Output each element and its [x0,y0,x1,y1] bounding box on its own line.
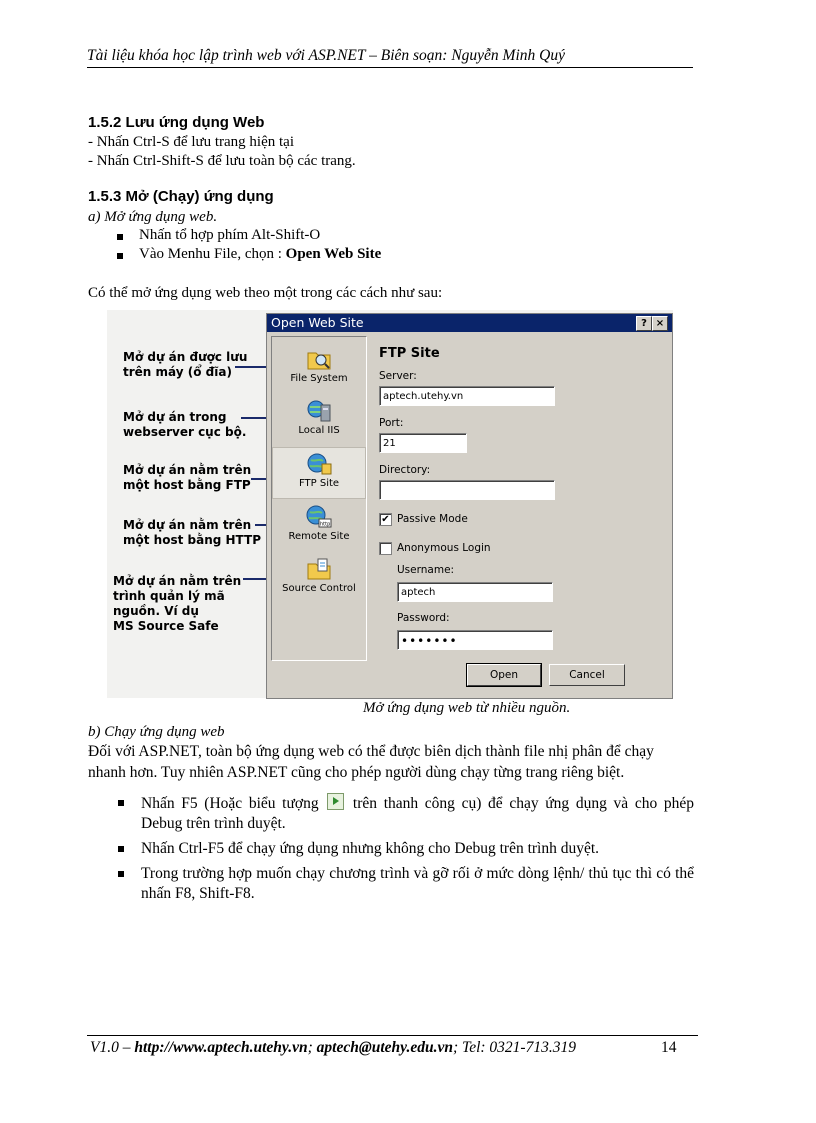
password-input[interactable]: ••••••• [397,630,553,650]
open-web-site-figure [107,310,673,698]
anonymous-login-label: Anonymous Login [397,542,491,554]
section-1-5-2-title: 1.5.2 Lưu ứng dụng Web [88,114,265,131]
port-input[interactable]: 21 [379,433,467,453]
username-input[interactable]: aptech [397,582,553,602]
globe-http-icon [306,505,332,529]
folder-search-icon [306,347,332,371]
server-icon [306,399,332,423]
panel-title: FTP Site [379,346,440,361]
server-input[interactable]: aptech.utehy.vn [379,386,555,406]
location-file-system[interactable]: File System [272,343,366,393]
server-label: Server: [379,370,417,382]
section-1-5-3-title: 1.5.3 Mở (Chạy) ứng dụng [88,188,274,205]
close-button[interactable]: × [652,316,668,331]
bullet-alt-shift-o: Nhấn tổ hợp phím Alt-Shift-O [139,227,321,243]
bullet-icon [118,846,124,852]
callout-ftp: Mở dự án nằm trên một host bằng FTP [123,463,252,492]
footer-rule [87,1035,698,1036]
run-paragraph: Đối với ASP.NET, toàn bộ ứng dụng web có thể được biên dịch thành file nhị phân để chạy nhanh hơn. Tuy nhiên ASP.NET cũng cho phép người dùng chạy từng trang riêng biệt. [88,743,654,781]
footer: V1.0 – http://www.aptech.utehy.vn; aptech@utehy.edu.vn; Tel: 0321-713.319 [90,1039,576,1056]
bullet-menu-file: Vào Menhu File, chọn : Open Web Site [139,246,382,262]
footer-url[interactable]: http://www.aptech.utehy.vn [134,1039,308,1056]
passive-mode-label: Passive Mode [397,513,468,525]
globe-server-icon [306,452,332,476]
bullet-icon [117,234,123,240]
passive-mode-checkbox[interactable]: ✔ [379,513,392,526]
location-remote-site[interactable]: http Remote Site [272,501,366,551]
password-label: Password: [397,612,450,624]
svg-text:http: http [320,521,331,528]
bullet-f8: Trong trường hợp muốn chạy chương trình và gỡ rối ở mức dòng lệnh/ thủ tục thì có thể nhấn F8, Shift-F8. [118,864,694,904]
anonymous-login-checkbox[interactable] [379,542,392,555]
callout-source-control: Mở dự án nằm trên trình quản lý mã nguồn. Ví dụ MS Source Safe [113,574,242,633]
save-line-1: - Nhấn Ctrl-S để lưu trang hiện tại [88,134,295,150]
intro-line: Có thể mở ứng dụng web theo một trong các cách như sau: [88,285,443,301]
callout-file-system: Mở dự án được lưu trên máy (ổ đĩa) [123,350,248,379]
sub-a-title: a) Mở ứng dụng web. [88,209,218,225]
dialog-titlebar [267,314,672,332]
open-web-site-dialog [266,313,673,699]
bullet-icon [118,800,124,806]
running-header: Tài liệu khóa học lập trình web với ASP.NET – Biên soạn: Nguyễn Minh Quý [87,47,693,68]
bullet-icon [117,253,123,259]
callout-http: Mở dự án nằm trên một host bằng HTTP [123,518,261,547]
location-ftp-site[interactable]: FTP Site [272,447,366,499]
sub-b-title: b) Chạy ứng dụng web [88,724,225,740]
page-number: 14 [661,1039,677,1056]
dialog-title: Open Web Site [271,315,364,330]
location-source-control[interactable]: Source Control [272,553,366,603]
directory-input[interactable] [379,480,555,500]
help-button[interactable]: ? [636,316,652,331]
location-pane [271,336,367,661]
username-label: Username: [397,564,455,576]
save-line-2: - Nhấn Ctrl-Shift-S để lưu toàn bộ các trang. [88,153,356,169]
callout-local-iis: Mở dự án trong webserver cục bộ. [123,410,247,439]
footer-email[interactable]: aptech@utehy.edu.vn [316,1039,453,1056]
open-button[interactable]: Open [467,664,541,686]
bullet-f5: Nhấn F5 (Hoặc biểu tượng trên thanh công cụ) để chạy ứng dụng và cho phép Debug trên trình duyệt. [118,793,694,834]
bullet-icon [118,871,124,877]
port-label: Port: [379,417,404,429]
directory-label: Directory: [379,464,431,476]
bullet-ctrl-f5: Nhấn Ctrl-F5 để chạy ứng dụng nhưng không cho Debug trên trình duyệt. [118,839,694,859]
cancel-button[interactable]: Cancel [549,664,625,686]
location-local-iis[interactable]: Local IIS [272,395,366,445]
figure-caption: Mở ứng dụng web từ nhiều nguồn. [363,700,571,716]
source-control-icon [306,557,332,581]
play-icon [327,793,344,810]
